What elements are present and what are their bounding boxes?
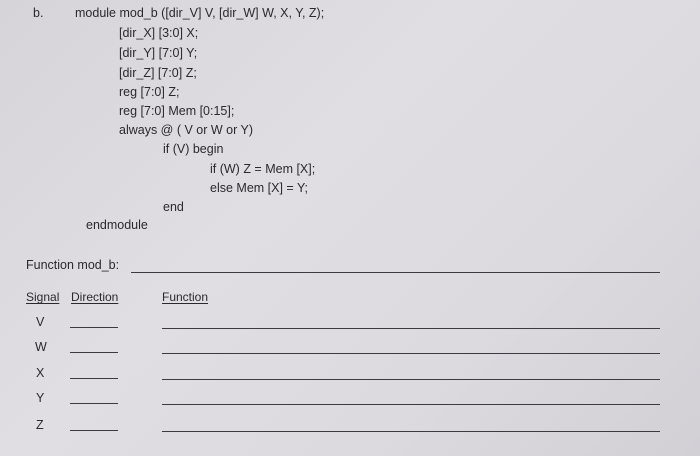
signal-label-z: Z: [36, 418, 44, 432]
signal-label-w: W: [35, 340, 47, 354]
code-line-if-v: if (V) begin: [163, 142, 224, 156]
code-line-always: always @ ( V or W or Y): [119, 123, 254, 137]
code-line-end: end: [163, 200, 184, 214]
direction-answer-y[interactable]: [70, 403, 118, 404]
direction-answer-z[interactable]: [70, 430, 118, 431]
function-answer-z[interactable]: [162, 431, 660, 432]
code-line-dir-x: [dir_X] [3:0] X;: [119, 26, 199, 40]
function-answer-w[interactable]: [162, 353, 660, 354]
code-line-if-w: if (W) Z = Mem [X];: [210, 162, 316, 176]
function-answer-line[interactable]: [131, 272, 660, 273]
code-line-else: else Mem [X] = Y;: [210, 181, 308, 195]
direction-answer-v[interactable]: [70, 327, 118, 328]
signal-label-x: X: [36, 366, 45, 380]
code-line-module-header: module mod_b ([dir_V] V, [dir_W] W, X, Y, Z);: [75, 6, 325, 20]
signal-label-v: V: [36, 315, 45, 329]
code-line-dir-z: [dir_Z] [7:0] Z;: [119, 66, 197, 80]
function-answer-x[interactable]: [162, 379, 660, 380]
code-line-reg-z: reg [7:0] Z;: [119, 85, 180, 99]
direction-answer-x[interactable]: [70, 378, 118, 379]
function-answer-v[interactable]: [162, 328, 660, 329]
code-line-dir-y: [dir_Y] [7:0] Y;: [119, 46, 198, 60]
code-line-endmodule: endmodule: [86, 218, 148, 232]
function-prompt: Function mod_b:: [26, 258, 120, 272]
function-answer-y[interactable]: [162, 404, 660, 405]
header-direction: Direction: [71, 290, 119, 304]
signal-label-y: Y: [36, 391, 45, 405]
code-line-reg-mem: reg [7:0] Mem [0:15];: [119, 104, 235, 118]
problem-label: b.: [33, 6, 44, 20]
direction-answer-w[interactable]: [70, 352, 118, 353]
header-function: Function: [162, 290, 209, 304]
header-signal: Signal: [26, 290, 60, 304]
